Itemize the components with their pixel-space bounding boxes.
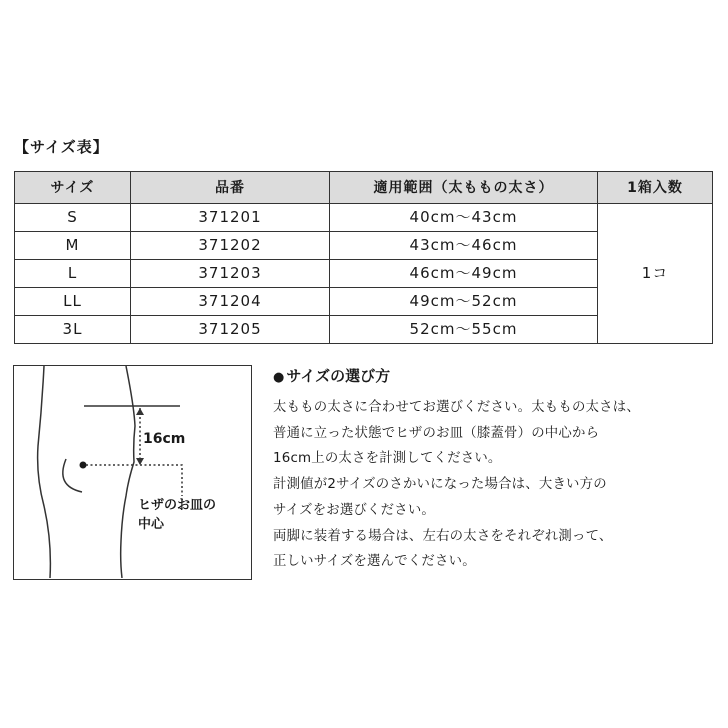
cell-code: 371205 bbox=[131, 316, 330, 344]
guide-line: 両脚に装着する場合は、左右の太さをそれぞれ測って、 bbox=[273, 528, 613, 544]
header-code: 品番 bbox=[131, 172, 330, 204]
arrow-up-icon bbox=[136, 408, 144, 415]
header-size: サイズ bbox=[15, 172, 131, 204]
table-row bbox=[15, 204, 713, 232]
header-range: 適用範囲（太ももの太さ） bbox=[330, 172, 598, 204]
cell-size: M bbox=[15, 232, 131, 260]
cell-size: S bbox=[15, 204, 131, 232]
cell-range: 52cm～55cm bbox=[330, 316, 598, 344]
size-table-title: 【サイズ表】 bbox=[14, 138, 109, 156]
kneecap-arc bbox=[63, 459, 82, 492]
leg-illustration bbox=[14, 366, 250, 578]
cell-size: L bbox=[15, 260, 131, 288]
size-guide-heading bbox=[273, 365, 718, 386]
pointer-dotted-line bbox=[86, 465, 182, 496]
cell-code: 371202 bbox=[131, 232, 330, 260]
arrow-down-icon bbox=[136, 458, 144, 465]
kneecap-label-line1: ヒザのお皿の bbox=[138, 498, 217, 513]
leg-left-outline bbox=[38, 366, 51, 578]
guide-line: 計測値が2サイズのさかいになった場合は、大きい方の bbox=[273, 477, 607, 493]
knee-measurement-diagram bbox=[13, 365, 252, 580]
header-count: 1箱入数 bbox=[598, 172, 713, 204]
kneecap-label-line2: 中心 bbox=[138, 517, 165, 532]
kneecap-center-dot bbox=[80, 462, 87, 469]
cell-count: 1コ bbox=[598, 204, 713, 344]
cell-range: 46cm～49cm bbox=[330, 260, 598, 288]
cell-size: 3L bbox=[15, 316, 131, 344]
guide-line: 正しいサイズを選んでください。 bbox=[273, 554, 476, 570]
cell-size: LL bbox=[15, 288, 131, 316]
size-guide-section bbox=[273, 365, 718, 575]
cell-code: 371203 bbox=[131, 260, 330, 288]
guide-line: 普通に立った状態でヒザのお皿（膝蓋骨）の中心から bbox=[273, 425, 600, 441]
cell-range: 40cm～43cm bbox=[330, 204, 598, 232]
guide-line: 太ももの太さに合わせてお選びください。太ももの太さは、 bbox=[273, 400, 640, 415]
cell-range: 43cm～46cm bbox=[330, 232, 598, 260]
kneecap-label bbox=[138, 496, 216, 534]
size-guide-title: サイズの選び方 bbox=[286, 367, 391, 385]
guide-line: 16cm上の太さを計測してください。 bbox=[273, 451, 502, 467]
bullet-icon: ● bbox=[273, 370, 285, 385]
cell-code: 371204 bbox=[131, 288, 330, 316]
table-header-row bbox=[15, 172, 713, 204]
guide-line: サイズをお選びください。 bbox=[273, 502, 436, 518]
cell-range: 49cm～52cm bbox=[330, 288, 598, 316]
cell-code: 371201 bbox=[131, 204, 330, 232]
distance-label: 16cm bbox=[143, 431, 186, 447]
leg-right-outline bbox=[121, 366, 135, 578]
size-table bbox=[14, 171, 713, 344]
